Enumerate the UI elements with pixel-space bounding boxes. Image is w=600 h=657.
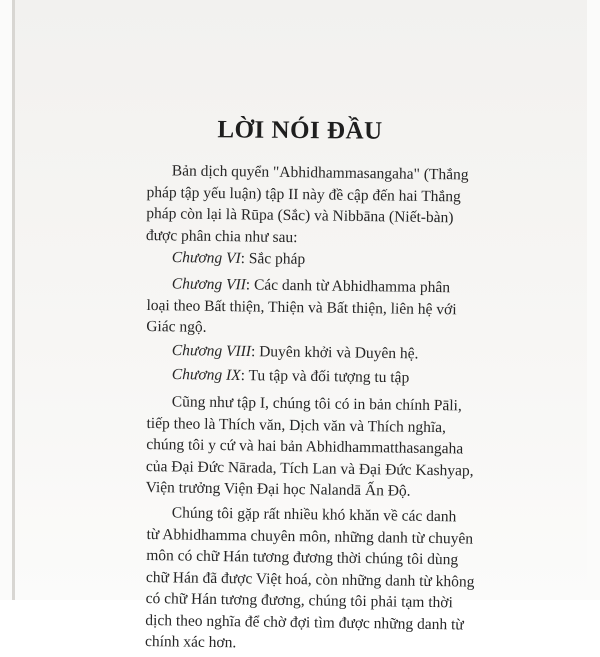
chapter-7 bbox=[146, 273, 477, 342]
chapter-9 bbox=[172, 364, 477, 390]
text-line: chính xác hơn. bbox=[144, 632, 237, 652]
paragraph-3 bbox=[145, 502, 477, 657]
chapter-label: Chương VIII bbox=[171, 341, 252, 361]
text-line: pháp tập yếu luận) tập II này đề cập đến hai Thắng bbox=[146, 183, 461, 205]
text-line: chúng tôi y cứ và hai bản Abhidhammatthasangaha bbox=[146, 435, 464, 458]
chapter-label: Chương IX bbox=[171, 365, 241, 384]
paragraph-2 bbox=[145, 391, 476, 503]
intro-paragraph bbox=[146, 160, 477, 251]
text-line: Viện trưởng Viện Đại học Nalandā Ấn Độ. bbox=[145, 478, 411, 500]
chapter-text: : Các danh từ Abhidhamma phân bbox=[245, 276, 451, 297]
text-line: pháp còn lại là Rūpa (Sắc) và Nibbāna (Niết-bàn) bbox=[146, 204, 454, 227]
text-line: Bản dịch quyển "Abhidhammasangaha" (Thắng bbox=[171, 162, 469, 184]
text-line: có chữ Hán tương đương, chúng tôi phải tạm thời bbox=[145, 589, 453, 612]
chapter-label: Chương VII bbox=[171, 275, 246, 294]
text-line: Cũng như tập I, chúng tôi có in bản chính Pāli, bbox=[171, 393, 462, 415]
text-line: được phân chia như sau: bbox=[145, 226, 298, 246]
chapter-8 bbox=[172, 340, 477, 366]
text-line: dịch theo nghĩa để chờ đợi tìm được những danh từ bbox=[145, 611, 464, 633]
chapter-text: : Duyên khởi và Duyên hệ. bbox=[250, 343, 419, 363]
text-line: từ Abhidhamma chuyên môn, những danh từ chuyên bbox=[146, 525, 474, 548]
chapter-text: : Tu tập và đối tượng tu tập bbox=[240, 366, 410, 387]
text-line: Giác ngộ. bbox=[146, 317, 207, 336]
chapter-text: : Sắc pháp bbox=[240, 249, 306, 268]
text-line: Chúng tôi gặp rất nhiều khó khăn về các danh bbox=[171, 504, 457, 526]
text-line: của Đại Đức Nārada, Tích Lan và Đại Đức Kashyap, bbox=[145, 457, 474, 480]
text-line: loại theo Bất thiện, Thiện và Bất thiện, liên hệ với bbox=[146, 296, 457, 318]
chapter-6 bbox=[172, 247, 477, 273]
text-line: tiếp theo là Thích văn, Dịch văn và Thích nghĩa, bbox=[146, 414, 447, 436]
text-line: môn có chữ Hán tương đương thời chúng tôi dùng bbox=[146, 546, 459, 569]
chapter-label: Chương VI bbox=[171, 248, 241, 267]
text-line: chữ Hán đã được Việt hoá, còn những danh từ không bbox=[145, 568, 475, 591]
page-title: LỜI NÓI ĐẦU bbox=[217, 116, 383, 145]
